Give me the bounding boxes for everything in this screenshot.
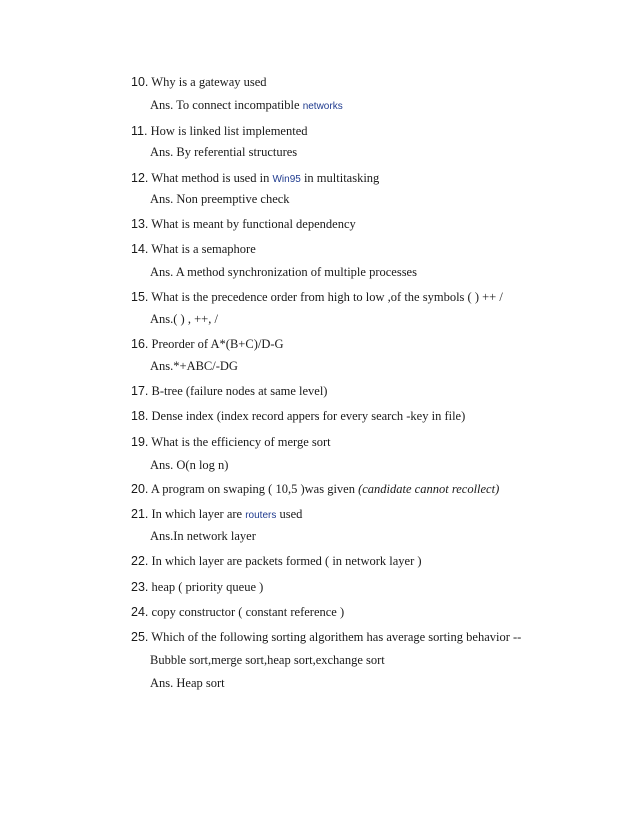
question-number: 13. <box>131 217 149 231</box>
answer-16 <box>150 359 238 373</box>
question-text: What is a semaphore <box>151 242 256 256</box>
question-25-continuation <box>150 653 385 667</box>
question-number: 20. <box>131 482 149 496</box>
question-text: Which of the following sorting algorithem has average sorting behavior -- <box>151 630 522 644</box>
question-text-end: used <box>276 507 303 521</box>
answer-text: Ans. Heap sort <box>150 676 225 690</box>
question-number: 11. <box>131 124 148 138</box>
question-21 <box>131 507 302 523</box>
question-number: 15. <box>131 290 149 304</box>
question-12 <box>131 171 379 187</box>
question-text: Dense index (index record appers for every search -key in file) <box>151 409 466 423</box>
question-18 <box>131 409 465 423</box>
question-text: How is linked list implemented <box>150 124 308 138</box>
answer-21 <box>150 529 256 543</box>
question-23 <box>131 580 263 594</box>
question-17 <box>131 384 327 398</box>
question-text: What is the efficiency of merge sort <box>151 435 331 449</box>
question-continuation-text: Bubble sort,merge sort,heap sort,exchange sort <box>150 653 385 667</box>
answer-text: Ans. O(n log n) <box>150 458 229 472</box>
question-number: 21. <box>131 507 149 521</box>
question-20 <box>131 482 499 496</box>
question-number: 24. <box>131 605 149 619</box>
answer-text: Ans.( ) , ++, / <box>150 312 218 326</box>
question-note: (candidate cannot recollect) <box>358 482 500 496</box>
question-text: heap ( priority queue ) <box>151 580 264 594</box>
question-text: What is the precedence order from high to low ,of the symbols ( ) ++ / <box>151 290 503 304</box>
answer-19 <box>150 458 228 472</box>
inline-term-win95: Win95 <box>272 174 301 185</box>
answer-14 <box>150 265 417 279</box>
question-number: 23. <box>131 580 149 594</box>
answer-12 <box>150 192 290 206</box>
answer-text: Ans. By referential structures <box>150 145 298 159</box>
inline-term-networks: networks <box>302 101 343 112</box>
question-24 <box>131 605 344 619</box>
answer-25 <box>150 676 225 690</box>
question-number: 14. <box>131 242 149 256</box>
answer-text: Ans.In network layer <box>150 529 256 543</box>
question-text: B-tree (failure nodes at same level) <box>151 384 328 398</box>
question-text: Preorder of A*(B+C)/D-G <box>151 337 284 351</box>
question-15 <box>131 290 503 304</box>
question-number: 12. <box>131 171 149 185</box>
question-text: A program on swaping ( 10,5 )was given <box>150 482 359 496</box>
question-text: What method is used in <box>151 171 273 185</box>
question-text: In which layer are <box>151 507 246 521</box>
question-number: 18. <box>131 409 149 423</box>
question-11 <box>131 124 308 138</box>
answer-10 <box>150 98 343 114</box>
question-text-end: in multitasking <box>300 171 380 185</box>
question-14 <box>131 242 256 256</box>
question-text: What is meant by functional dependency <box>151 217 356 231</box>
inline-term-routers: routers <box>245 510 277 521</box>
question-number: 10. <box>131 75 149 89</box>
question-number: 19. <box>131 435 149 449</box>
question-number: 17. <box>131 384 149 398</box>
question-25 <box>131 630 521 644</box>
question-number: 25. <box>131 630 149 644</box>
question-22 <box>131 554 422 568</box>
question-text: Why is a gateway used <box>151 75 267 89</box>
answer-text: Ans. To connect incompatible <box>150 98 303 112</box>
answer-text: Ans. A method synchronization of multiple processes <box>150 265 417 279</box>
answer-text: Ans.*+ABC/-DG <box>150 359 238 373</box>
question-19 <box>131 435 331 449</box>
question-text: In which layer are packets formed ( in network layer ) <box>151 554 422 568</box>
question-number: 16. <box>131 337 149 351</box>
question-text: copy constructor ( constant reference ) <box>151 605 345 619</box>
answer-text: Ans. Non preemptive check <box>150 192 290 206</box>
question-16 <box>131 337 284 351</box>
question-10 <box>131 75 267 89</box>
answer-11 <box>150 145 297 159</box>
question-number: 22. <box>131 554 149 568</box>
answer-15 <box>150 312 218 326</box>
question-13 <box>131 217 356 231</box>
